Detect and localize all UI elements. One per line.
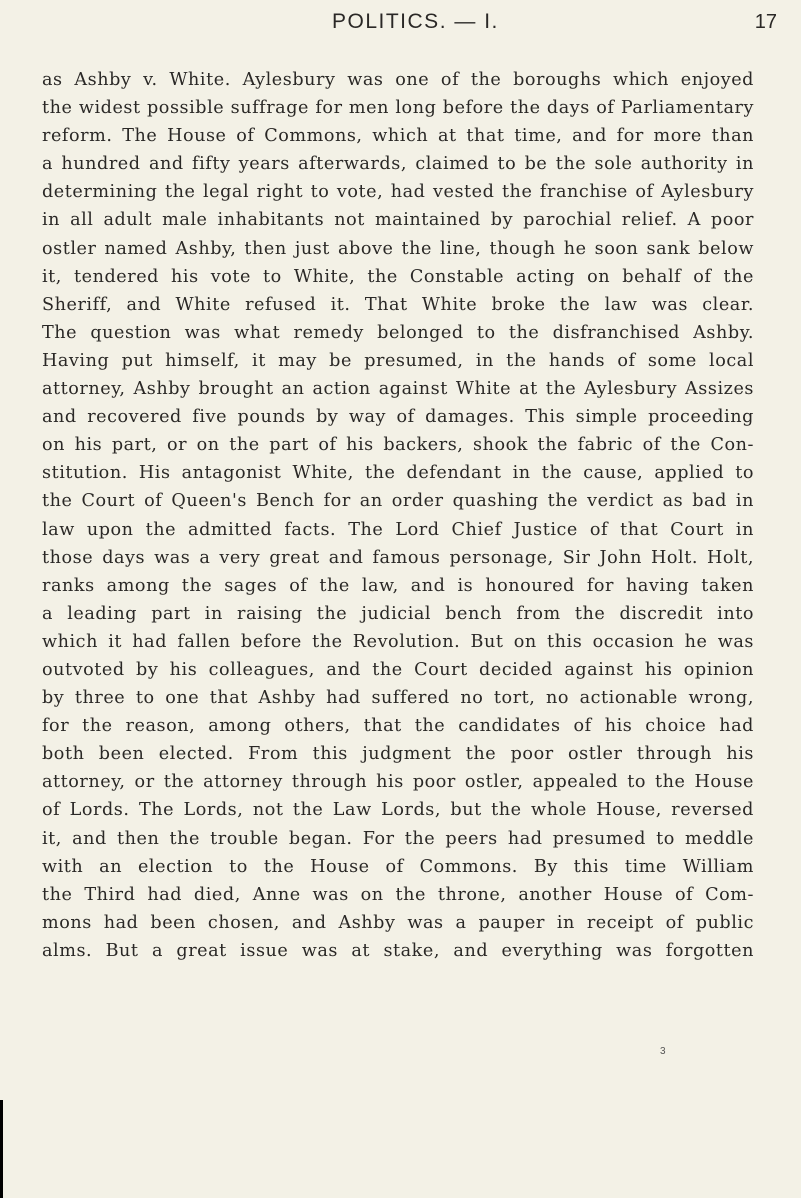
text-line: The question was what remedy belonged to the disfranchised Ashby. — [42, 322, 754, 343]
text-line: of Lords. The Lords, not the Law Lords, but the whole House, reversed — [42, 800, 754, 821]
text-line: by three to one that Ashby had suffered no tort, no actionable wrong, — [42, 688, 754, 709]
text-line: and recovered five pounds by way of damages. This simple proceeding — [42, 407, 754, 428]
text-line: Sheriff, and White refused it. That White broke the law was clear. — [42, 294, 754, 315]
text-line: Having put himself, it may be presumed, in the hands of some local — [42, 350, 754, 371]
text-line: it, and then the trouble began. For the peers had presumed to meddle — [42, 828, 754, 849]
text-line: with an election to the House of Commons. By this time William — [42, 856, 754, 877]
text-line: reform. The House of Commons, which at that time, and for more than — [42, 126, 754, 147]
text-line: stitution. His antagonist White, the defendant in the cause, applied to — [42, 463, 754, 484]
text-line: in all adult male inhabitants not maintained by parochial relief. A poor — [42, 210, 754, 231]
text-line: attorney, or the attorney through his poor ostler, appealed to the House — [42, 772, 754, 793]
text-line: alms. But a great issue was at stake, and everything was forgotten — [42, 940, 754, 961]
text-line: law upon the admitted facts. The Lord Chief Justice of that Court in — [42, 519, 754, 540]
text-line: ranks among the sages of the law, and is honoured for having taken — [42, 575, 754, 596]
text-line: the Court of Queen's Bench for an order quashing the verdict as bad in — [42, 491, 754, 512]
running-title: POLITICS. — I. — [332, 10, 499, 33]
text-line: it, tendered his vote to White, the Constable acting on behalf of the — [42, 266, 754, 287]
text-line: the Third had died, Anne was on the throne, another House of Com- — [42, 884, 754, 905]
text-line: a leading part in raising the judicial bench from the discredit into — [42, 603, 754, 624]
body-text — [42, 66, 754, 965]
text-line: for the reason, among others, that the candidates of his choice had — [42, 716, 754, 737]
text-line: determining the legal right to vote, had vested the franchise of Aylesbury — [42, 182, 754, 203]
text-line: as Ashby v. White. Aylesbury was one of the boroughs which enjoyed — [42, 70, 754, 90]
text-line: on his part, or on the part of his backers, shook the fabric of the Con- — [42, 435, 754, 456]
text-line: ostler named Ashby, then just above the line, though he soon sank below — [42, 238, 754, 259]
signature-mark: 3 — [660, 1046, 666, 1057]
page-edge-bar — [0, 1100, 3, 1198]
text-line: attorney, Ashby brought an action against White at the Aylesbury Assizes — [42, 379, 754, 400]
text-line: the widest possible suffrage for men long before the days of Parliamentary — [42, 98, 754, 119]
text-line: mons had been chosen, and Ashby was a pauper in receipt of public — [42, 912, 754, 933]
text-line: outvoted by his colleagues, and the Court decided against his opinion — [42, 659, 754, 680]
running-head — [0, 4, 801, 40]
text-line: those days was a very great and famous personage, Sir John Holt. Holt, — [42, 547, 754, 568]
text-line: which it had fallen before the Revolution. But on this occasion he was — [42, 631, 754, 652]
text-line: a hundred and fifty years afterwards, claimed to be the sole authority in — [42, 154, 754, 175]
page-number: 17 — [754, 11, 777, 33]
text-line: both been elected. From this judgment the poor ostler through his — [42, 744, 754, 765]
